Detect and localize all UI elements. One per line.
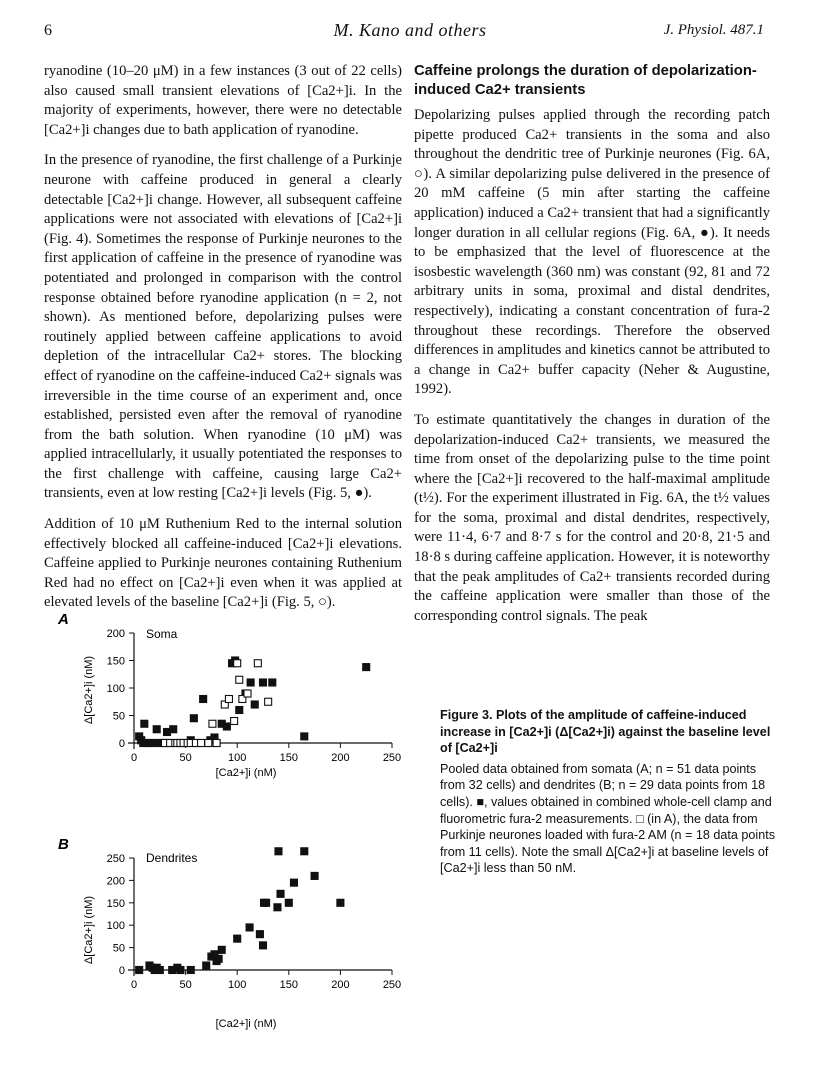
data-point-open (244, 690, 251, 697)
data-point-open (234, 660, 241, 667)
data-point-filled (236, 707, 243, 714)
data-point-filled (277, 890, 284, 897)
data-point-open (254, 660, 261, 667)
x-tick-label: 150 (279, 979, 298, 991)
section-heading: Caffeine prolongs the duration of depolarization-induced Ca2+ transients (414, 63, 757, 98)
data-point-open (225, 696, 232, 703)
data-point-filled (200, 696, 207, 703)
x-tick-label: 250 (382, 752, 402, 764)
x-tick-label: 50 (179, 979, 192, 991)
data-point-filled (156, 967, 163, 974)
y-axis-label: Δ[Ca2+]i (nM) (83, 655, 95, 725)
data-point-filled (260, 942, 267, 949)
left-column (44, 62, 402, 624)
y-axis-label: Δ[Ca2+]i (nM) (83, 895, 95, 965)
x-tick-label: 200 (331, 752, 350, 764)
x-tick-label: 200 (331, 979, 350, 991)
data-point-filled (136, 967, 143, 974)
panel-label: B (58, 836, 69, 853)
data-point-filled (337, 899, 344, 906)
figure-3 (0, 600, 440, 1040)
data-point-filled (218, 946, 225, 953)
data-point-open (213, 740, 220, 747)
x-tick-label: 0 (130, 752, 138, 764)
data-point-open (236, 676, 243, 683)
data-point-filled (256, 931, 263, 938)
data-point-open (209, 720, 216, 727)
data-point-filled (153, 726, 160, 733)
y-tick-label: 200 (106, 628, 125, 640)
data-point-filled (246, 924, 253, 931)
y-tick-label: 0 (118, 965, 125, 977)
x-tick-label: 50 (179, 752, 192, 764)
data-point-filled (275, 848, 282, 855)
y-tick-label: 100 (106, 920, 125, 933)
data-point-open (205, 740, 212, 747)
panel-label: A (58, 611, 69, 628)
data-point-filled (141, 720, 148, 727)
paragraph: In the presence of ryanodine, the first challenge of a Purkinje neurone with caffeine produced in general a clearly detectable [Ca2+]i change. However, all subsequent caffeine applications were not associated with elevations of [Ca2+]i (Fig. 4). Sometimes the response of Purkinje neurones to the first application of caffeine in the presence of ryanodine was potentiated and prolonged in comparison with the control response obtained before ryanodine application (n = 2, not shown). As mentioned before, depolarizing pulses were routinely applied between caffeine applications to avoid depletion of the intracellular Ca2+ stores. The blocking effect of ryanodine on the caffeine-induced Ca2+ signals was irreversible in the time course of an experiment and, once established, persisted even after the removal of ryanodine from the bath solution. When ryanodine (10 μM) was applied intracellularly, it usually potentiated the responses to the first challenge with caffeine, causing large Ca2+ transients, even at low resting [Ca2+]i levels (Fig. 5, ●). (44, 152, 402, 502)
data-point-filled (269, 679, 276, 686)
panel-a (57, 611, 401, 779)
x-tick-label: 100 (228, 752, 247, 764)
figure-caption-title: Figure 3. Plots of the amplitude of caffeine-induced increase in [Ca2+]i (Δ[Ca2+]i) against the baseline level of [Ca2+]i (440, 708, 771, 756)
data-point-filled (190, 715, 197, 722)
paragraph: Depolarizing pulses applied through the recording patch pipette produced Ca2+ transients in the soma and also throughout the dendritic tree of Purkinje neurones (Fig. 6A, ○). A similar depolarizing pulse delivered in the presence of 20 mM caffeine (5 min after starting the caffeine application) induced a Ca2+ transient that had a significantly longer duration in all cellular regions (Fig. 6A, ●). It needs to be emphasized that the level of fluorescence at the isosbestic wavelength (360 nm) was constant (92, 81 and 72 arbitrary units in soma, proximal and distal dendrites, respectively), indicating a constant concentration of fura-2 throughout these recordings. Therefore the observed differences in amplitudes and kinetics cannot be attributed to a change in Ca2+ buffer capacity (Neher & Augustine, 1992). (414, 107, 770, 398)
y-tick-label: 250 (106, 853, 125, 865)
page-number: 6 (44, 22, 52, 39)
data-point-open (198, 740, 205, 747)
y-tick-label: 50 (112, 942, 125, 955)
data-point-filled (290, 879, 297, 886)
x-tick-label: 150 (279, 752, 298, 764)
data-point-filled (311, 872, 318, 879)
page-header (0, 20, 816, 46)
figure-caption (440, 707, 780, 877)
data-point-filled (363, 664, 370, 671)
data-point-filled (234, 935, 241, 942)
running-authors: M. Kano and others (333, 20, 487, 40)
data-point-filled (285, 899, 292, 906)
x-tick-label: 250 (382, 979, 402, 991)
paragraph: ryanodine (10–20 μM) in a few instances (3 out of 22 cells) also caused small transient elevations of [Ca2+]i. In the majority of experiments, however, there were no detectable [Ca2+]i changes due to bath application of ryanodine. (44, 63, 402, 138)
data-point-filled (247, 679, 254, 686)
data-point-open (265, 698, 272, 705)
paragraph: To estimate quantitatively the changes in duration of the depolarization-induced Ca2+ transients, we measured the time from onset of the depolarizing pulse to the time point where the [Ca2+]i recovered to the half-maximal amplitude (t½). For the experiment illustrated in Fig. 6A, the t½ values for the soma, proximal and distal dendrites, respectively, were 11·4, 6·7 and 8·7 s for the control and 20·8, 21·5 and 18·8 s during caffeine application. However, it is noteworthy that the peak amplitudes of Ca2+ transients recorded during the caffeine application were smaller than those of the corresponding control signals. The peak (414, 411, 770, 624)
data-point-filled (223, 723, 230, 730)
panel-b (58, 836, 401, 1030)
data-point-filled (170, 726, 177, 733)
y-tick-label: 50 (112, 710, 125, 723)
data-point-filled (203, 962, 210, 969)
journal-citation: J. Physiol. 487.1 (663, 22, 764, 38)
data-point-filled (187, 967, 194, 974)
data-point-filled (177, 967, 184, 974)
data-point-filled (301, 848, 308, 855)
data-point-filled (251, 701, 258, 708)
data-point-filled (215, 955, 222, 962)
y-tick-label: 150 (106, 897, 125, 910)
x-tick-label: 0 (130, 979, 138, 991)
y-tick-label: 100 (106, 683, 125, 695)
data-point-filled (260, 679, 267, 686)
y-tick-label: 200 (106, 875, 125, 888)
y-tick-label: 150 (106, 655, 125, 668)
data-point-open (231, 718, 238, 725)
x-tick-label: 100 (228, 979, 247, 991)
chart-title: Soma (146, 627, 178, 641)
right-column (414, 62, 770, 637)
data-point-filled (301, 733, 308, 740)
paragraph: Addition of 10 μM Ruthenium Red to the internal solution effectively blocked all caffeine-induced [Ca2+]i elevations. Caffeine applied to Purkinje neurones containing Ruthenium Red had no effect on [Ca2+]i even when it was applied at elevated levels of the baseline [Ca2+]i (Fig. 5, ○). (44, 516, 402, 611)
chart-title: Dendrites (146, 851, 198, 865)
data-point-filled (263, 899, 270, 906)
y-tick-label: 0 (118, 738, 125, 750)
figure-caption-body: Pooled data obtained from somata (A; n = 51 data points from 32 cells) and dendrites (B; n = 29 data points from 18 cells). ■, values obtained in combined whole-cell clamp and fluorometric fura-2 measurements. □ (in A), the data from Purkinje neurones loaded with fura-2 AM (n = 18 data points from 11 cells). Note the small Δ[Ca2+]i at baseline levels of [Ca2+]i less than 50 nM. (440, 761, 775, 876)
x-axis-label: [Ca2+]i (nM) (215, 767, 277, 779)
data-point-filled (274, 904, 281, 911)
x-axis-label: [Ca2+]i (nM) (215, 1018, 277, 1030)
